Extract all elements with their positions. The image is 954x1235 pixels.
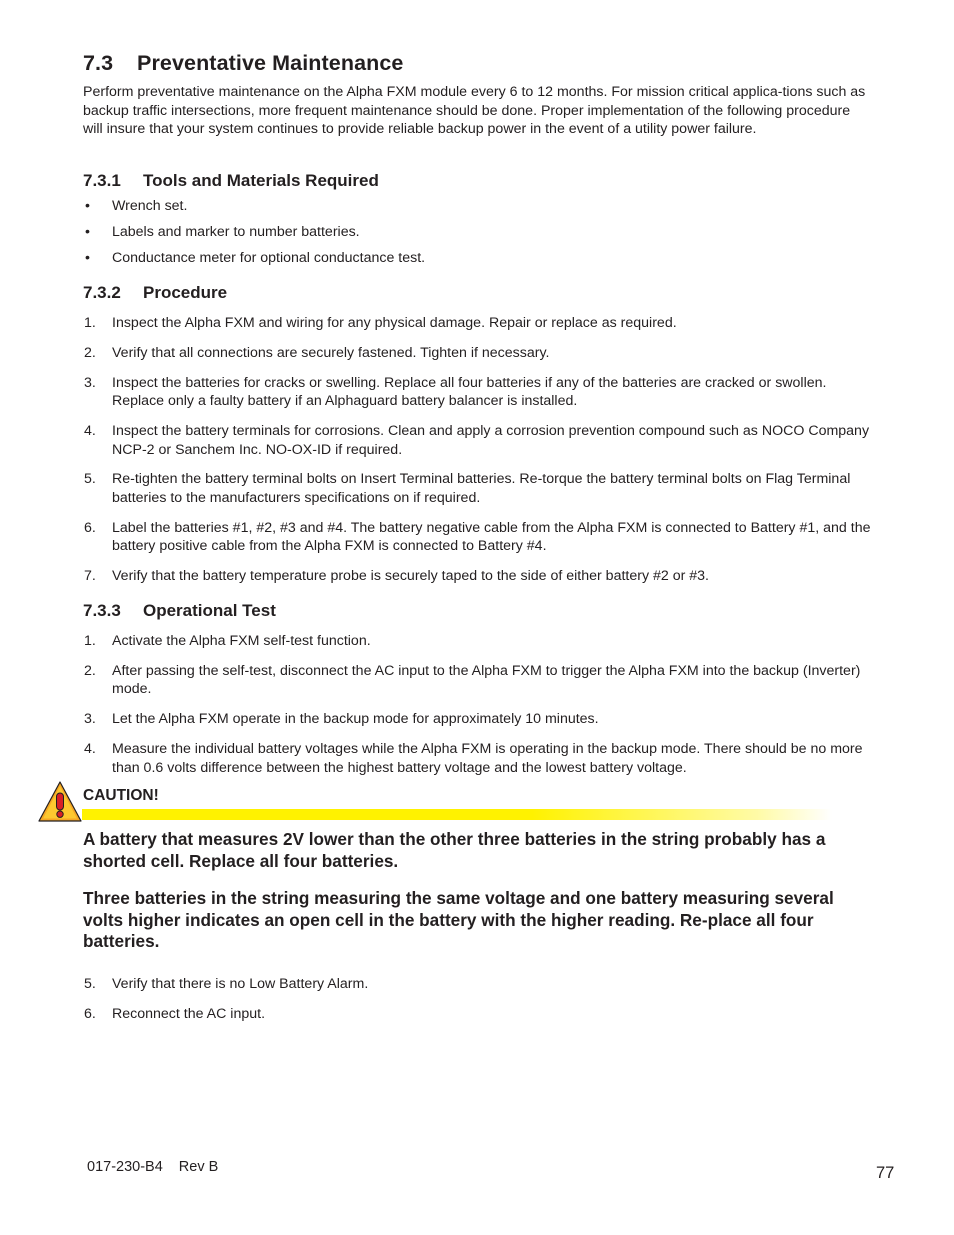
tools-number: 7.3.1 (83, 171, 121, 190)
list-item (83, 632, 878, 651)
step-text: Verify that the battery temperature probe is securely taped to the side of either battery #2 or #3. (112, 568, 710, 585)
step-text: Inspect the battery terminals for corrosions. Clean and apply a corrosion prevention compound such as NOCO Company NCP-2 or Sanchem Inc. NO-OX-ID if required. (112, 422, 870, 458)
step-text: Verify that all connections are securely fastened. Tighten if necessary. (112, 344, 550, 361)
list-item (83, 975, 878, 994)
caution-paragraph-1: A battery that measures 2V lower than the other three batteries in the string probably has a shorted cell. Replace all four batteries. (83, 829, 826, 871)
caution-label: CAUTION! (83, 787, 159, 804)
step-number: 7. (84, 568, 96, 585)
bullet-mark: • (85, 249, 90, 266)
warning-exclamation-icon (37, 780, 83, 823)
step-number: 5. (84, 976, 96, 992)
step-text: Inspect the Alpha FXM and wiring for any physical damage. Repair or replace as required. (112, 315, 677, 331)
step-number: 4. (84, 422, 96, 439)
list-item (83, 710, 878, 729)
step-text: Activate the Alpha FXM self-test function. (112, 633, 371, 649)
step-text: Let the Alpha FXM operate in the backup mode for approximately 10 minutes. (112, 711, 599, 728)
tools-title: Tools and Materials Required (143, 171, 379, 190)
list-item (83, 314, 878, 333)
list-item (83, 197, 878, 216)
step-number: 4. (84, 740, 96, 757)
list-item (83, 249, 878, 268)
list-item-text: Labels and marker to number batteries. (112, 223, 360, 240)
list-item (83, 374, 878, 411)
step-number: 3. (84, 374, 96, 391)
step-text: Verify that there is no Low Battery Alarm. (112, 976, 369, 992)
procedure-heading (83, 283, 227, 303)
step-text: Measure the individual battery voltages while the Alpha FXM is operating in the backup mode. There should be no more than 0.6 volts difference between the highest battery voltage and the lowest battery voltage. (112, 740, 863, 776)
intro-paragraph: Perform preventative maintenance on the Alpha FXM module every 6 to 12 months. For mission critical applica-tions such as backup traffic intersections, more frequent maintenance should be done. Proper implementation of the following procedure will insure that your system continues to provide reliable backup power in the event of a utility power failure. (83, 84, 866, 138)
list-item (83, 1005, 878, 1024)
operational-steps (83, 632, 878, 788)
step-text: After passing the self-test, disconnect the AC input to the Alpha FXM to trigger the Alpha FXM into the backup (Inverter) mode. (112, 662, 861, 698)
step-number: 2. (84, 662, 96, 679)
step-number: 1. (84, 633, 96, 649)
tools-heading (83, 171, 379, 191)
list-item (83, 662, 878, 699)
tools-list (83, 197, 878, 275)
doc-revision: Rev B (178, 1159, 219, 1175)
list-item (83, 567, 878, 586)
step-text: Re-tighten the battery terminal bolts on Insert Terminal batteries. Re-torque the battery terminal bolts on Flag Terminal batteries to the manufacturers specifications on if required. (112, 471, 851, 506)
caution-paragraph-2: Three batteries in the string measuring the same voltage and one battery measuring several volts higher indicates an open cell in the battery with the higher reading. Re-place all four batteries. (83, 888, 834, 952)
doc-number: 017-230-B4 (87, 1159, 163, 1175)
section-title: Preventative Maintenance (137, 51, 404, 75)
step-number: 5. (84, 471, 96, 488)
step-text: Reconnect the AC input. (112, 1005, 266, 1022)
operational-number: 7.3.3 (83, 601, 121, 620)
step-number: 6. (84, 519, 96, 536)
list-item-text: Wrench set. (112, 198, 188, 214)
section-heading (83, 51, 403, 76)
step-number: 6. (84, 1005, 96, 1022)
list-item (83, 470, 878, 507)
bullet-mark: • (85, 198, 90, 214)
list-item (83, 344, 878, 363)
list-item-text: Conductance meter for optional conductance test. (112, 249, 426, 266)
procedure-number: 7.3.2 (83, 283, 121, 302)
operational-steps-continued (83, 975, 878, 1035)
list-item (83, 740, 878, 777)
procedure-title: Procedure (143, 283, 228, 302)
step-number: 3. (84, 711, 96, 728)
section-number: 7.3 (83, 51, 114, 75)
bullet-mark: • (85, 223, 90, 240)
caution-highlight-bar (82, 809, 832, 820)
step-text: Label the batteries #1, #2, #3 and #4. The battery negative cable from the Alpha FXM is connected to Battery #1, and the battery positive cable from the Alpha FXM is connected to Battery #4. (112, 519, 871, 555)
step-number: 1. (84, 315, 96, 331)
list-item (83, 519, 878, 556)
step-text: Inspect the batteries for cracks or swelling. Replace all four batteries if any of the batteries are cracked or swollen. Replace only a faulty battery if an Alphaguard battery balancer is installed. (112, 374, 827, 410)
operational-title: Operational Test (143, 601, 276, 620)
list-item (83, 422, 878, 459)
operational-heading (83, 601, 276, 621)
footer-doc-info (87, 1159, 218, 1175)
step-number: 2. (84, 344, 96, 361)
procedure-steps (83, 314, 878, 597)
page-number: 77 (876, 1164, 895, 1182)
list-item (83, 223, 878, 242)
